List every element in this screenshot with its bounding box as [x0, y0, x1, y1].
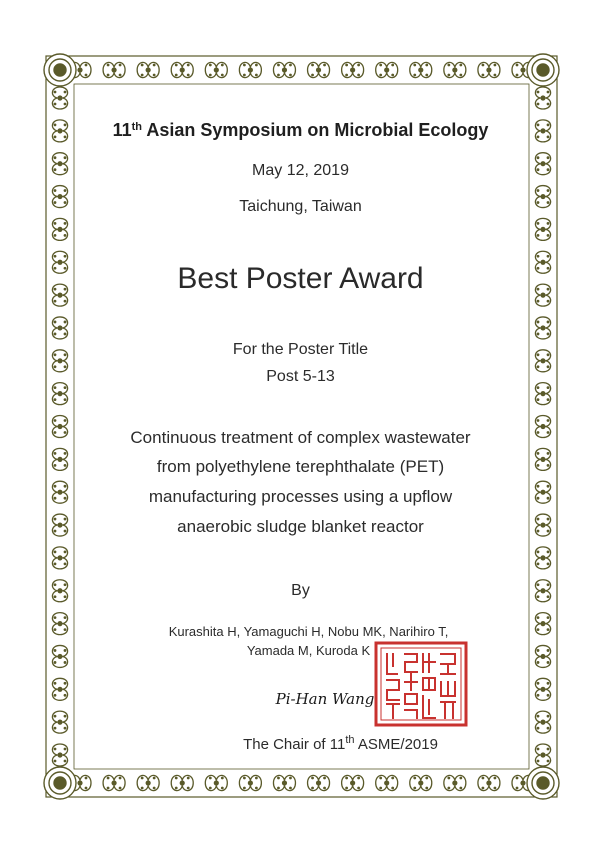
border-motif	[239, 62, 261, 77]
border-motif	[410, 775, 432, 790]
border-motif	[308, 62, 330, 77]
poster-intro: For the Poster Title	[232, 341, 369, 358]
event-location: Taichung, Taiwan	[239, 198, 362, 215]
border-motif	[478, 62, 500, 77]
border-motif	[342, 775, 364, 790]
border-motif	[137, 775, 159, 790]
border-motif	[308, 775, 330, 790]
border-motif	[535, 547, 550, 569]
border-motif	[376, 775, 398, 790]
by-label: By	[291, 582, 310, 599]
border-motif	[52, 711, 67, 733]
border-motif	[52, 678, 67, 700]
border-motif	[52, 87, 67, 109]
border-motif	[535, 711, 550, 733]
author-line: Yamada M, Kuroda K	[246, 643, 371, 658]
poster-title-line: manufacturing processes using a upflow	[148, 487, 453, 506]
border-corner	[44, 767, 76, 799]
poster-number: Post 5-13	[266, 368, 335, 385]
border-motif	[478, 775, 500, 790]
poster-title-line: from polyethylene terephthalate (PET)	[156, 457, 445, 476]
border-motif	[171, 62, 193, 77]
border-corner	[527, 767, 559, 799]
border-motif	[444, 775, 466, 790]
event-date: May 12, 2019	[252, 162, 349, 179]
event-title: 11th Asian Symposium on Microbial Ecology	[112, 120, 489, 140]
border-motif	[273, 775, 295, 790]
border-corner	[527, 54, 559, 86]
border-motif	[52, 317, 67, 339]
border-motif	[535, 87, 550, 109]
border-motif	[103, 62, 125, 77]
border-corner	[44, 54, 76, 86]
border-motif	[444, 62, 466, 77]
border-motif	[376, 62, 398, 77]
border-motif	[535, 317, 550, 339]
seal-stamp	[373, 640, 469, 728]
border-motif	[273, 62, 295, 77]
border-motif	[52, 218, 67, 240]
border-motif	[205, 62, 227, 77]
poster-title-line: Continuous treatment of complex wastewater	[130, 428, 471, 447]
border-motif	[410, 62, 432, 77]
border-motif	[535, 678, 550, 700]
border-motif	[137, 62, 159, 77]
border-motif	[171, 775, 193, 790]
border-motif	[205, 775, 227, 790]
signature: Pi-Han Wang	[275, 690, 375, 708]
author-line: Kurashita H, Yamaguchi H, Nobu MK, Narihiro T,	[168, 624, 449, 639]
border-motif	[535, 218, 550, 240]
border-motif	[342, 62, 364, 77]
poster-title-line: anaerobic sludge blanket reactor	[177, 517, 424, 536]
signatory-role: The Chair of 11th ASME/2019	[243, 734, 438, 753]
border-motif	[103, 775, 125, 790]
border-motif	[239, 775, 261, 790]
border-motif	[52, 547, 67, 569]
award-title: Best Poster Award	[177, 262, 424, 295]
